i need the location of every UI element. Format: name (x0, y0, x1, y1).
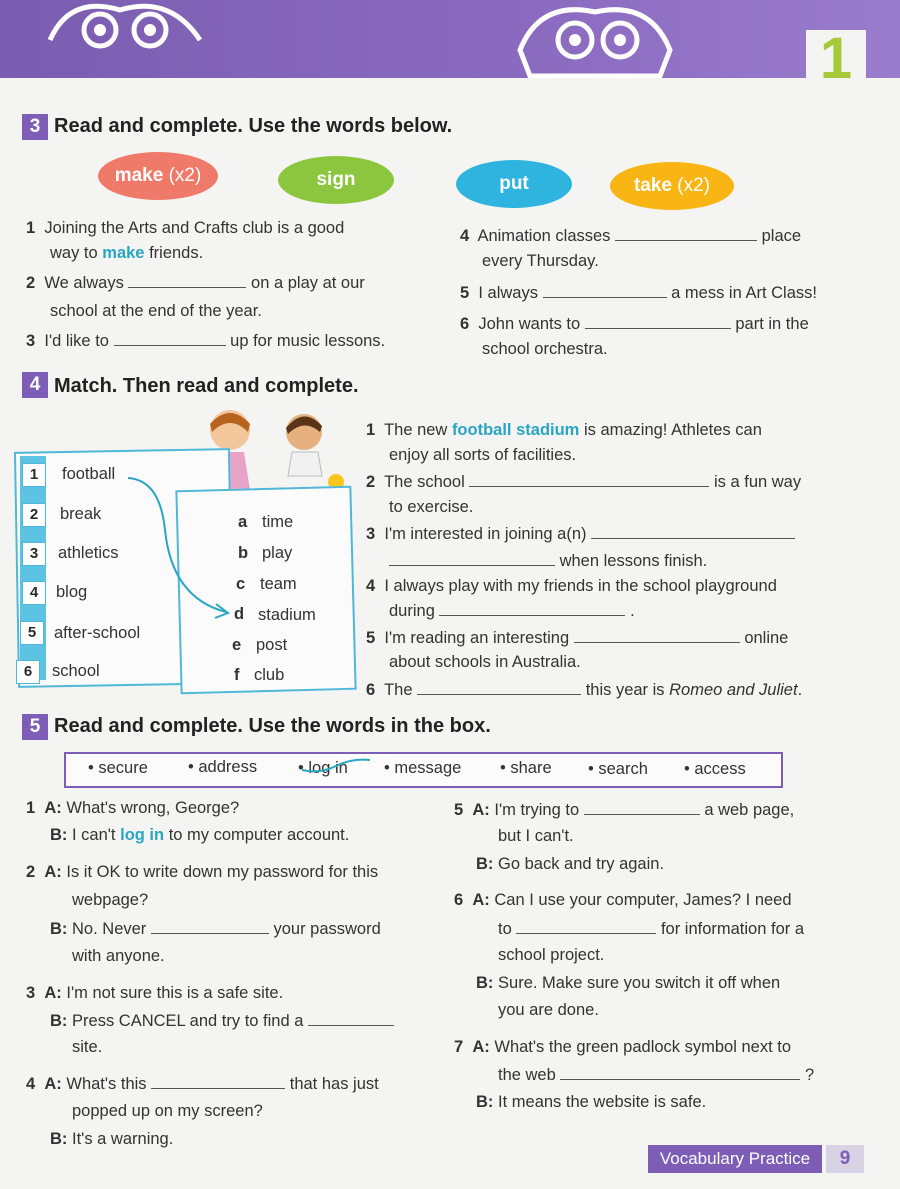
answer-blank[interactable] (585, 314, 731, 329)
dialogue-line: 7 A: What's the green padlock symbol next to (454, 1038, 792, 1056)
dialogue-line: 6 A: Can I use your computer, James? I need (454, 891, 792, 909)
dialogue-line: with anyone. (72, 947, 165, 965)
question-item: 6 John wants to part in the (460, 315, 809, 333)
question-item: 2 We always on a play at our (26, 274, 365, 292)
page-number: 9 (826, 1145, 864, 1173)
word-box-item: • search (588, 760, 648, 778)
question-line: during . (389, 602, 635, 620)
dialogue-line: you are done. (498, 1001, 599, 1019)
word-box-item: • secure (88, 759, 148, 777)
word-box-item: • address (188, 758, 258, 776)
match-number: 6 (16, 660, 40, 684)
word-pill-take: take (x2) (610, 162, 734, 210)
owl-decoration-right-icon (510, 0, 680, 78)
dialogue-line: 1 A: What's wrong, George? (26, 799, 240, 817)
exercise-title: Match. Then read and complete. (54, 375, 359, 397)
match-connector-line (120, 470, 240, 620)
exercise-number: 4 (22, 372, 48, 398)
answer-blank[interactable] (584, 800, 700, 815)
match-word[interactable]: post (256, 636, 288, 654)
question-line: about schools in Australia. (389, 653, 581, 671)
match-number: 5 (20, 621, 44, 645)
match-word[interactable]: break (60, 505, 102, 523)
answer-blank[interactable] (151, 1074, 285, 1089)
question-line: when lessons finish. (389, 551, 707, 571)
match-word[interactable]: school (52, 662, 100, 680)
question-line: way to make friends. (50, 244, 204, 262)
answer-blank[interactable] (574, 628, 740, 643)
answer-blank[interactable] (128, 273, 246, 288)
question-line: every Thursday. (482, 252, 599, 270)
dialogue-line: 2 A: Is it OK to write down my password for this (26, 863, 379, 881)
dialogue-line: B: Press CANCEL and try to find a (50, 1011, 394, 1031)
question-item: 3 I'm interested in joining a(n) (366, 524, 795, 544)
answer-blank[interactable] (439, 601, 625, 616)
match-letter: c (236, 575, 246, 593)
unit-number: 1 (806, 30, 866, 84)
match-letter: e (232, 636, 242, 654)
answer-blank[interactable] (516, 919, 656, 934)
question-item: 4 Animation classes place (460, 227, 802, 245)
dialogue-line: site. (72, 1038, 103, 1056)
question-item: 1 Joining the Arts and Crafts club is a good (26, 219, 345, 237)
question-item: 3 I'd like to up for music lessons. (26, 332, 386, 350)
answer-blank[interactable] (389, 551, 555, 566)
match-letter: d (234, 605, 245, 623)
answer-blank[interactable] (469, 472, 709, 487)
match-word[interactable]: football (62, 465, 116, 483)
match-word[interactable]: club (254, 666, 285, 684)
match-word[interactable]: after-school (54, 624, 141, 642)
dialogue-line: 3 A: I'm not sure this is a safe site. (26, 984, 284, 1002)
answer-blank[interactable] (615, 226, 757, 241)
exercise-title: Read and complete. Use the words below. (54, 115, 453, 137)
dialogue-line: B: No. Never your password (50, 920, 381, 938)
strikethrough-mark-icon (300, 756, 372, 776)
word-box-item: • message (384, 759, 462, 777)
dialogue-line: to for information for a (498, 920, 805, 938)
answer-blank[interactable] (591, 524, 795, 539)
match-word[interactable]: team (260, 575, 297, 593)
dialogue-line: popped up on my screen? (72, 1102, 263, 1120)
match-word[interactable]: athletics (58, 544, 119, 562)
match-number: 2 (22, 503, 46, 527)
dialogue-line: B: I can't log in to my computer account. (50, 826, 350, 844)
exercise-title: Read and complete. Use the words in the box. (54, 715, 491, 737)
word-box-item: • access (684, 760, 746, 778)
exercise-number: 3 (22, 114, 48, 140)
answer-blank[interactable] (151, 919, 269, 934)
answer-blank[interactable] (417, 680, 581, 695)
dialogue-line: the web ? (498, 1066, 815, 1084)
match-number-column (20, 456, 46, 680)
question-item: 5 I always a mess in Art Class! (460, 284, 817, 302)
question-line: enjoy all sorts of facilities. (389, 446, 577, 464)
answer-blank[interactable] (114, 331, 226, 346)
answer-blank[interactable] (560, 1065, 800, 1080)
question-line: school at the end of the year. (50, 302, 262, 320)
dialogue-line: B: Sure. Make sure you switch it off when (476, 974, 781, 992)
dialogue-line: B: It means the website is safe. (476, 1093, 707, 1111)
match-word[interactable]: play (262, 544, 293, 562)
owl-decoration-left-icon (40, 0, 210, 70)
dialogue-line: 5 A: I'm trying to a web page, (454, 801, 795, 819)
answer-blank[interactable] (308, 1011, 394, 1026)
dialogue-line: but I can't. (498, 827, 574, 845)
footer-section-label: Vocabulary Practice (648, 1145, 822, 1173)
dialogue-line: webpage? (72, 891, 149, 909)
word-pill-sign: sign (278, 156, 394, 204)
match-letter: f (234, 666, 240, 684)
dialogue-line: B: It's a warning. (50, 1130, 174, 1148)
question-line: school orchestra. (482, 340, 608, 358)
dialogue-line: B: Go back and try again. (476, 855, 665, 873)
match-number: 1 (22, 463, 46, 487)
match-number: 3 (22, 542, 46, 566)
dialogue-line: school project. (498, 946, 605, 964)
match-letter: b (238, 544, 249, 562)
exercise-number: 5 (22, 714, 48, 740)
match-word[interactable]: blog (56, 583, 88, 601)
match-number: 4 (22, 581, 46, 605)
match-letter: a (238, 513, 248, 531)
question-item: 6 The this year is Romeo and Juliet. (366, 681, 803, 699)
word-box-item-used: • log in (298, 759, 348, 777)
dialogue-line: 4 A: What's this that has just (26, 1075, 379, 1093)
question-item: 4 I always play with my friends in the school playground (366, 577, 777, 595)
word-pill-make: make (x2) (98, 152, 218, 200)
word-pill-put: put (456, 160, 572, 208)
question-item: 5 I'm reading an interesting online (366, 629, 789, 647)
answer-blank[interactable] (543, 283, 667, 298)
question-item: 1 The new football stadium is amazing! Athletes can (366, 421, 762, 439)
match-word[interactable]: time (262, 513, 294, 531)
question-line: to exercise. (389, 498, 474, 516)
word-box-item: • share (500, 759, 552, 777)
question-item: 2 The school is a fun way (366, 473, 802, 491)
match-word[interactable]: stadium (258, 606, 316, 624)
